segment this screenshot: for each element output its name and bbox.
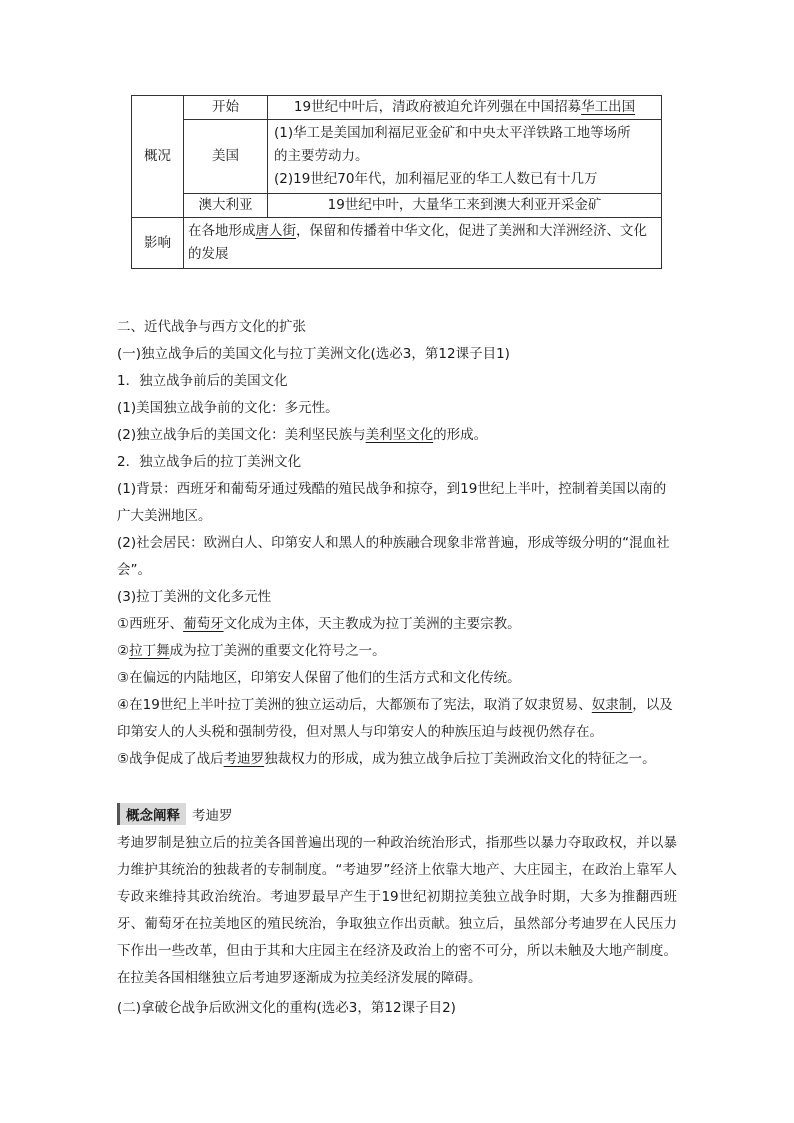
usa-text [268, 120, 662, 194]
item-4-post: ，以及印第安人的人头税和强制劳役，但对黑人与印第安人的种族压迫与歧视仍然存在。 [117, 697, 673, 740]
australia-text: 19世纪中叶，大量华工来到澳大利亚开采金矿 [268, 194, 662, 218]
item-4 [117, 692, 677, 746]
concept-tag: 概念阐释 [117, 803, 186, 825]
start-text-underlined: 华工出国 [581, 99, 636, 115]
item-2-underlined: 拉丁舞 [129, 643, 170, 659]
item-1-post: 文化成为主体，天主教成为拉丁美洲的主要宗教。 [223, 616, 521, 632]
australia-label: 澳大利亚 [184, 194, 268, 218]
item-1-pre: ①西班牙、 [117, 616, 184, 632]
table-row [132, 218, 662, 269]
section-two [117, 314, 677, 773]
item-4-pre: ④在19世纪上半叶拉丁美洲的独立运动后，大都颁布了宪法，取消了奴隶贸易、 [117, 697, 592, 713]
item-1-underlined: 葡萄牙 [183, 616, 224, 632]
table-row [132, 194, 662, 218]
overview-label: 概况 [132, 96, 184, 218]
point-1b [117, 422, 677, 449]
impact-text [184, 218, 662, 269]
impact-text-pre: 在各地形成 [188, 223, 256, 239]
start-text [268, 96, 662, 120]
point-1b-underlined: 美利坚文化 [365, 427, 434, 443]
table-row [132, 120, 662, 194]
point-1-heading: 1．独立战争前后的美国文化 [117, 373, 288, 389]
overseas-chinese-table [131, 95, 662, 269]
concept-header [117, 803, 233, 825]
subsection-2 [117, 995, 677, 1022]
impact-text-underlined: 唐人街 [255, 223, 296, 239]
impact-text-post: ，保留和传播着中华文化，促进了美洲和大洋洲经济、文化的发展 [188, 223, 647, 262]
point-1b-post: 的形成。 [433, 427, 488, 443]
subsection-2-heading: (二)拿破仑战争后欧洲文化的重构(选必3，第12课子目2) [117, 1000, 456, 1016]
concept-title: 考迪罗 [192, 808, 233, 824]
point-2b: (2)社会居民：欧洲白人、印第安人和黑人的种族融合现象非常普遍，形成等级分明的“混血社会”。 [117, 535, 670, 578]
start-text-pre: 19世纪中叶后，清政府被迫允许列强在中国招募 [293, 99, 582, 115]
usa-line-1: (1)华工是美国加利福尼亚金矿和中央太平洋铁路工地等场所 [274, 125, 631, 141]
item-5-underlined: 考迪罗 [223, 751, 265, 767]
item-5-post: 独裁权力的形成，成为独立战争后拉丁美洲政治文化的特征之一。 [264, 751, 656, 767]
start-label: 开始 [184, 96, 268, 120]
item-5 [117, 746, 677, 773]
item-4-underlined: 奴隶制 [591, 697, 633, 713]
item-2 [117, 638, 677, 665]
usa-line-3: (2)19世纪70年代，加利福尼亚的华工人数已有十几万 [274, 171, 598, 187]
subsection-1-heading: (一)独立战争后的美国文化与拉丁美洲文化(选必3，第12课子目1) [117, 346, 510, 362]
point-2a: (1)背景：西班牙和葡萄牙通过残酷的殖民战争和掠夺，到19世纪上半叶，控制着美国以南的广大美洲地区。 [117, 481, 667, 524]
item-2-pre: ② [117, 643, 130, 659]
impact-label: 影响 [132, 218, 184, 269]
item-5-pre: ⑤战争促成了战后 [117, 751, 224, 767]
section-heading: 二、近代战争与西方文化的扩张 [117, 319, 306, 335]
item-2-post: 成为拉丁美洲的重要文化符号之一。 [169, 643, 386, 659]
point-1a: (1)美国独立战争前的文化：多元性。 [117, 400, 339, 416]
item-3: ③在偏远的内陆地区，印第安人保留了他们的生活方式和文化传统。 [117, 670, 521, 686]
usa-line-2: 的主要劳动力。 [274, 148, 369, 164]
concept-text: 考迪罗制是独立后的拉美各国普遍出现的一种政治统治形式，指那些以暴力夺取政权，并以暴力维护其统治的独裁者的专制制度。“考迪罗”经济上依靠大地产、大庄园主，在政治上靠军人专政来维持其政治统治。考迪罗最早产生于19世纪初期拉美独立战争时期，大多为推翻西班牙、葡萄牙在拉美地区的殖民统治，争取独立作出贡献。独立后，虽然部分考迪罗在人民压力下作出一些改革，但由于其和大庄园主在经济及政治上的密不可分，所以未触及大地产制度。在拉美各国相继独立后考迪罗逐渐成为拉美经济发展的障碍。 [117, 835, 677, 986]
point-2c: (3)拉丁美洲的文化多元性 [117, 589, 272, 605]
table-row [132, 96, 662, 120]
point-2-heading: 2．独立战争后的拉丁美洲文化 [117, 454, 302, 470]
point-1b-pre: (2)独立战争后的美国文化：美利坚民族与 [117, 427, 366, 443]
usa-label: 美国 [184, 120, 268, 194]
item-1 [117, 611, 677, 638]
